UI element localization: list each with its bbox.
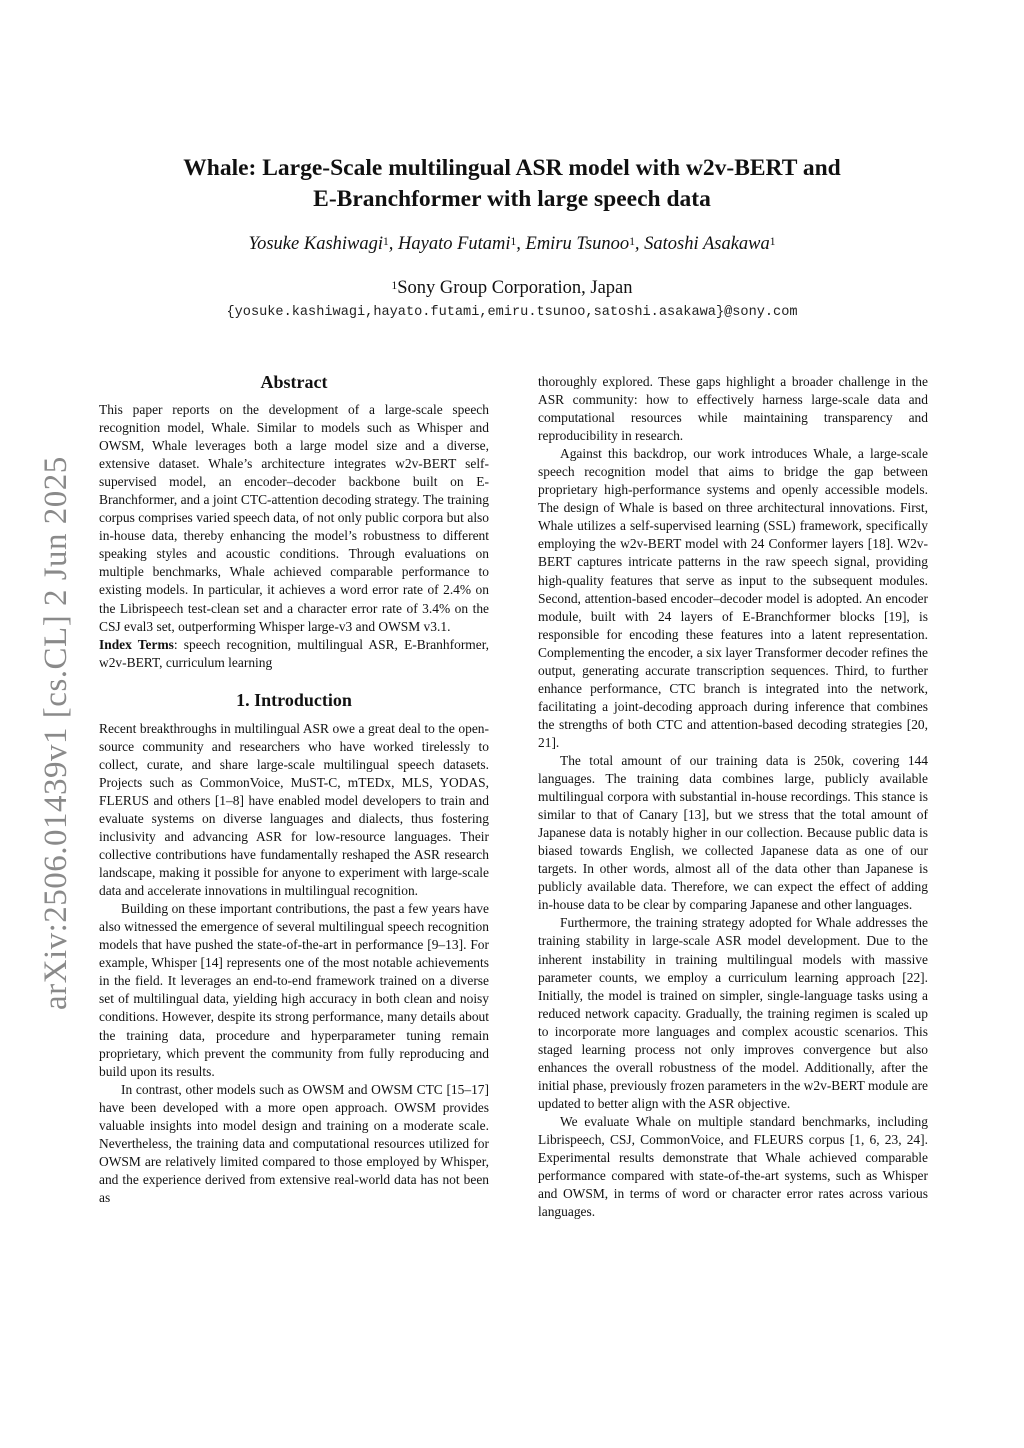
index-terms-label: Index Terms [99, 636, 174, 652]
abstract-heading: Abstract [260, 372, 328, 392]
affiliation-name: Sony Group Corporation, Japan [397, 278, 633, 298]
author-affiliation-mark: 1 [383, 235, 389, 248]
intro-paragraph: thoroughly explored. These gaps highlight a broader challenge in the ASR community: how to effectively harness large-scale data and computational resources while maintaining transparency and reproducibility in research. [538, 374, 928, 444]
paper-title [140, 153, 884, 215]
author-affiliation-mark: 1 [629, 235, 635, 248]
right-column [538, 373, 928, 1221]
author-emails: {yosuke.kashiwagi,hayato.futami,emiru.tsunoo,satoshi.asakawa}@sony.com [226, 305, 798, 320]
author-list [140, 232, 884, 256]
abstract-text: This paper reports on the development of a large-scale speech recognition model, Whale. Similar to models such as Whisper and OWSM, Whale leverages both a large model size and a diverse, extensive dataset. Whale’s architecture integrates w2v-BERT self-supervised model, an encoder–decoder backbone built on E-Branchformer, and a joint CTC-attention decoding strategy. The training corpus comprises varied speech data, of not only public corpora but also in-house data, thereby enhancing the model’s robustness to different speaking styles and acoustic conditions. Through evaluations on multiple benchmarks, Whale achieved comparable performance to existing models. In particular, it achieves a word error rate of 2.4% on the Librispeech test-clean set and a character error rate of 3.4% on the CSJ eval3 set, outperforming Whisper large-v3 and OWSM v3.1. [99, 402, 489, 634]
author-separator: , [634, 234, 645, 254]
author-name: Emiru Tsunoo [525, 234, 630, 254]
intro-paragraph: The total amount of our training data is 250k, covering 144 languages. The training data combines large, publicly available multilingual corpora with substantial in-house recordings. This stance is similar to that of Canary [13], but we stress that the total amount of Japanese data is notably higher in our collection. Because public data is biased towards English, we collected Japanese data as one of our targets. In other words, almost all of the data other than Japanese is publicly available data. Therefore, we can expect the effect of adding in-house data to be clear by comparing Japanese and other languages. [538, 752, 928, 913]
author-separator: , [516, 234, 526, 254]
author-affiliation-mark: 1 [769, 235, 776, 248]
intro-paragraph: We evaluate Whale on multiple standard benchmarks, including Librispeech, CSJ, CommonVoice, and FLEURS corpus [1, 6, 23, 24]. Experimental results demonstrate that Whale achieved comparable performance compared with state-of-the-art systems, such as Whisper and OWSM, in terms of word or character error rates across various languages. [538, 1113, 928, 1220]
introduction-heading: 1. Introduction [236, 689, 352, 710]
author-name: Hayato Futami [398, 234, 511, 254]
affiliation-mark: 1 [391, 279, 398, 292]
intro-paragraph: Furthermore, the training strategy adopted for Whale addresses the training stability in large-scale ASR model development. Due to the inherent instability in training multilingual models with massive parameter counts, we employ a curriculum learning approach [22]. Initially, the model is trained on simpler, single-language tasks using a reduced network capacity. Gradually, the training regimen is scaled up to incorporate more languages and complex acoustic scenarios. This staged learning process not only improves convergence but also enhances the overall robustness of the model. Additionally, after the initial phase, previously frozen parameters in the w2v-BERT module are updated to better align with the ASR objective. [538, 915, 929, 1111]
affiliation [140, 276, 884, 300]
author-affiliation-mark: 1 [510, 235, 517, 248]
index-terms-text: : speech recognition, multilingual ASR, E-Branhformer, w2v-BERT, curriculum learning [99, 636, 490, 670]
title-line-2: E-Branchformer with large speech data [313, 186, 711, 212]
intro-paragraph: Building on these important contributions, the past a few years have also witnessed the emergence of several multilingual speech recognition models that have pushed the state-of-the-art in performance [9–13]. For example, Whisper [14] represents one of the most notable achievements in the field. It leverages an end-to-end framework trained on a diverse set of multilingual data, yielding high accuracy in both clean and noisy conditions. However, despite its strong performance, many details about the training data, procedure and hyperparameter tuning remain proprietary, which prevent the community from fully reproducing and build upon its results. [99, 901, 489, 1079]
title-line-1: Whale: Large-Scale multilingual ASR model with w2v-BERT and [183, 155, 841, 181]
intro-paragraph: Against this backdrop, our work introduces Whale, a large-scale speech recognition model that aims to bridge the gap between proprietary high-performance systems and openly accessible models. The design of Whale is based on three architectural innovations. First, Whale utilizes a self-supervised learning (SSL) framework, specifically employing the w2v-BERT model with 24 Conformer layers [18]. W2v-BERT captures intricate patterns in the raw speech signal, providing high-quality features that serve as input to the subsequent modules. Second, attention-based encoder–decoder model is adopted. An encoder module, built with 24 layers of E-Branchformer blocks [19], is responsible for encoding these features into a latent representation. Complementing the encoder, a six layer Transformer decoder refines the output, generating accurate transcription sequences. Third, to further enhance performance, CTC branch is integrated into the network, facilitating a joint-decoding approach during inference that combines the strengths of both CTC and attention-based decoding strategies [20, 21]. [538, 446, 928, 750]
author-name: Satoshi Asakawa [644, 234, 770, 254]
author-name: Yosuke Kashiwagi [248, 234, 384, 254]
arxiv-identifier: arXiv:2506.01439v1 [cs.CL] 2 Jun 2025 [38, 456, 74, 1010]
intro-paragraph: Recent breakthroughs in multilingual ASR owe a great deal to the open-source community and researchers who have worked tirelessly to collect, curate, and share large-scale multilingual speech datasets. Projects such as CommonVoice, MuST-C, mTEDx, MLS, YODAS, FLERUS and others [1–8] have enabled model developers to train and evaluate systems on diverse languages and dialects, thus fostering inclusivity and advancing ASR for low-resource languages. Their collective contributions have fundamentally reshaped the ASR research landscape, making it possible for anyone to experiment with large-scale data and accelerate innovations in multilingual recognition. [99, 720, 489, 899]
author-separator: , [388, 234, 398, 254]
left-column [99, 368, 489, 1207]
index-terms [99, 636, 489, 672]
intro-paragraph: In contrast, other models such as OWSM and OWSM CTC [15–17] have been developed with a more open approach. OWSM provides valuable insights into model design and training on a moderate scale. Nevertheless, the training data and computational resources utilized for OWSM are relatively limited compared to those employed by Whisper, and the experience derived from extensive real-world data has not been as [99, 1081, 489, 1205]
